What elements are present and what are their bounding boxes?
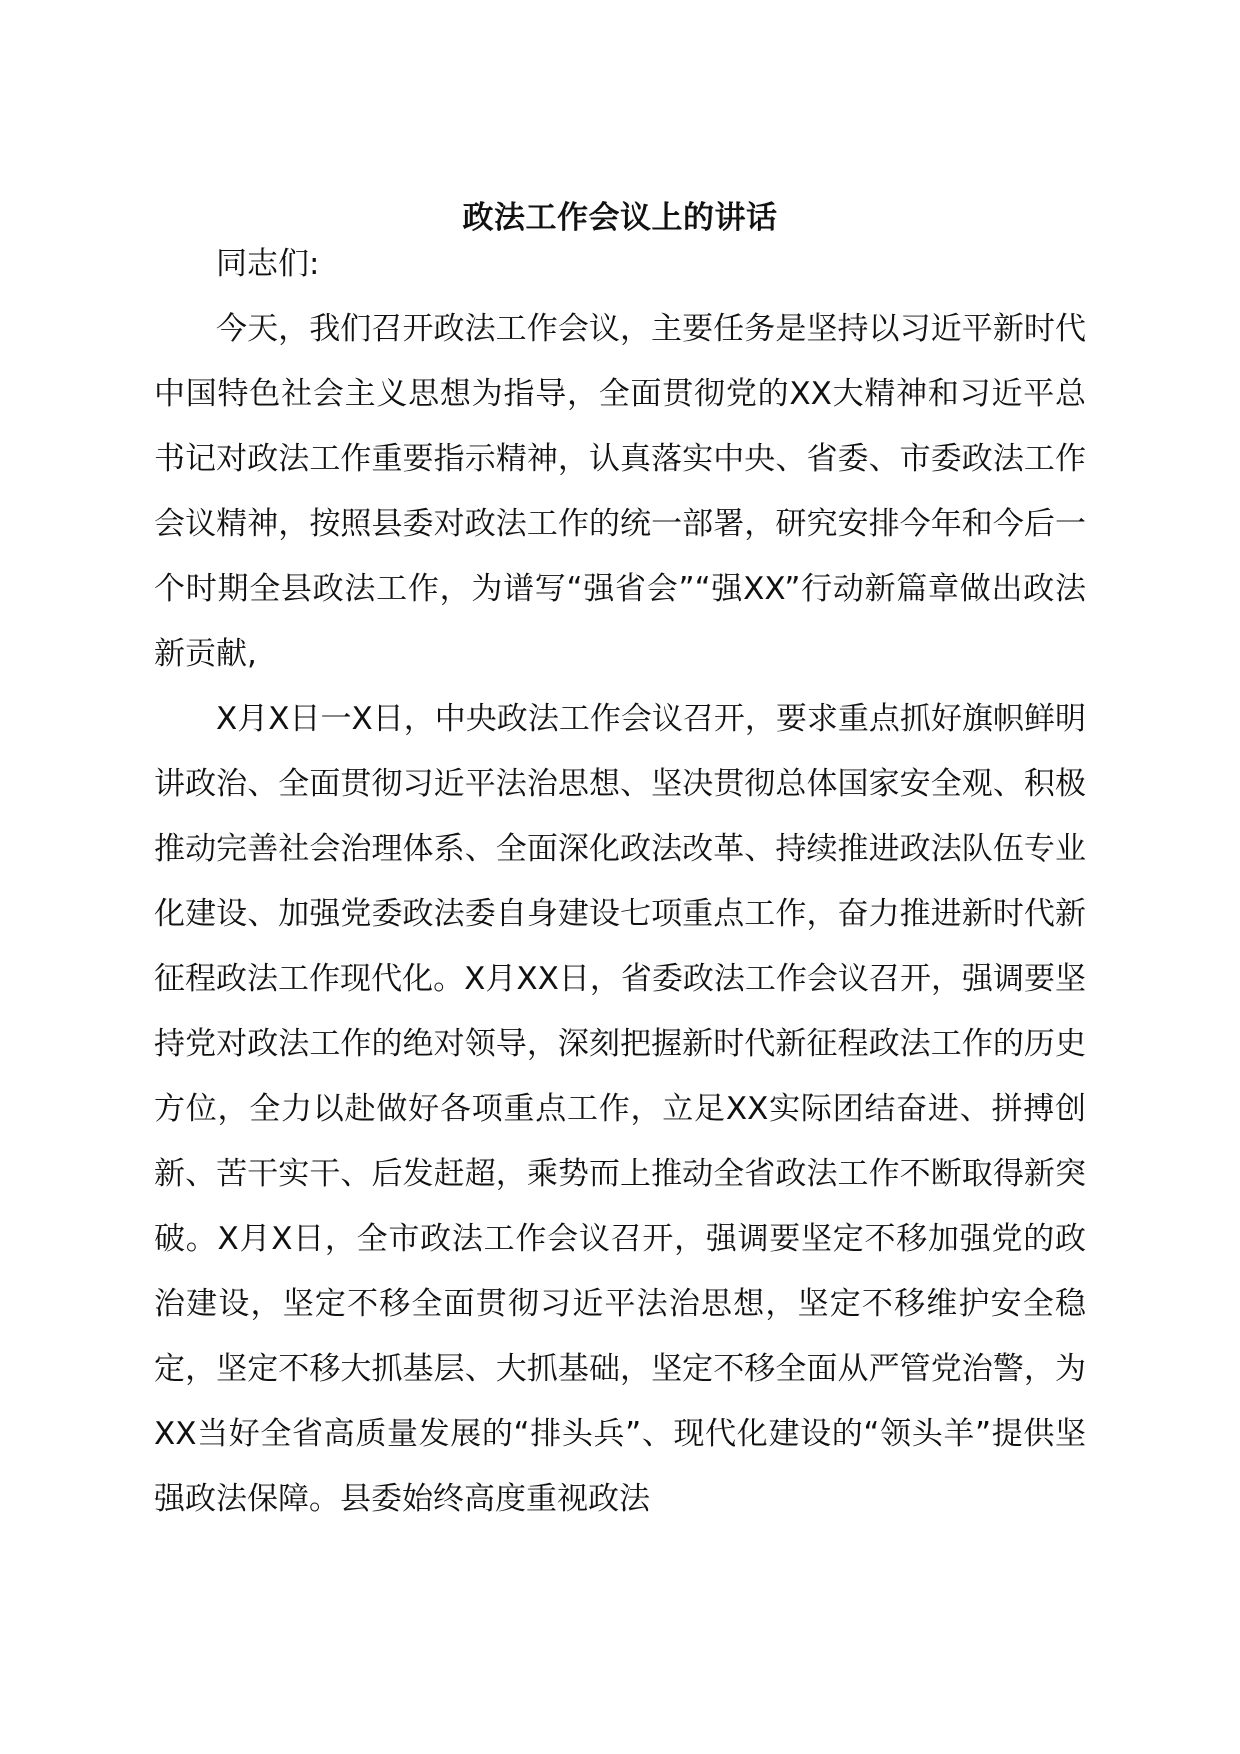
paragraph-salutation: 同志们: xyxy=(216,246,320,282)
paragraph-2: X月X日一X日，中央政法工作会议召开，要求重点抓好旗帜鲜明讲政治、全面贯彻习近平法治思想、坚决贯彻总体国家安全观、积极推动完善社会治理体系、全面深化政法改革、持续推进政法队伍专业化建设、加强党委政法委自身建设七项重点工作，奋力推进新时代新征程政法工作现代化。X月XX日，省委政法工作会议召开，强调要坚持党对政法工作的绝对领导，深刻把握新时代新征程政法工作的历史方位，全力以赴做好各项重点工作，立足XX实际团结奋进、拼搏创新、苦干实干、后发赶超，乘势而上推动全省政法工作不断取得新突破。X月X日，全市政法工作会议召开，强调要坚定不移加强党的政治建设，坚定不移全面贯彻习近平法治思想，坚定不移维护安全稳定，坚定不移大抓基层、大抓基础，坚定不移全面从严管党治警，为XX当好全省高质量发展的“排头兵”、现代化建设的“领头羊”提供坚强政法保障。县委始终高度重视政法 xyxy=(154,701,1086,1517)
document-title: 政法工作会议上的讲话 xyxy=(462,200,778,236)
document-body xyxy=(154,232,1086,1532)
paragraph-1: 今天，我们召开政法工作会议，主要任务是坚持以习近平新时代中国特色社会主义思想为指导，全面贯彻党的XX大精神和习近平总书记对政法工作重要指示精神，认真落实中央、省委、市委政法工作会议精神，按照县委对政法工作的统一部署，研究安排今年和今后一个时期全县政法工作，为谱写“强省会”“强XX”行动新篇章做出政法新贡献, xyxy=(154,311,1086,672)
